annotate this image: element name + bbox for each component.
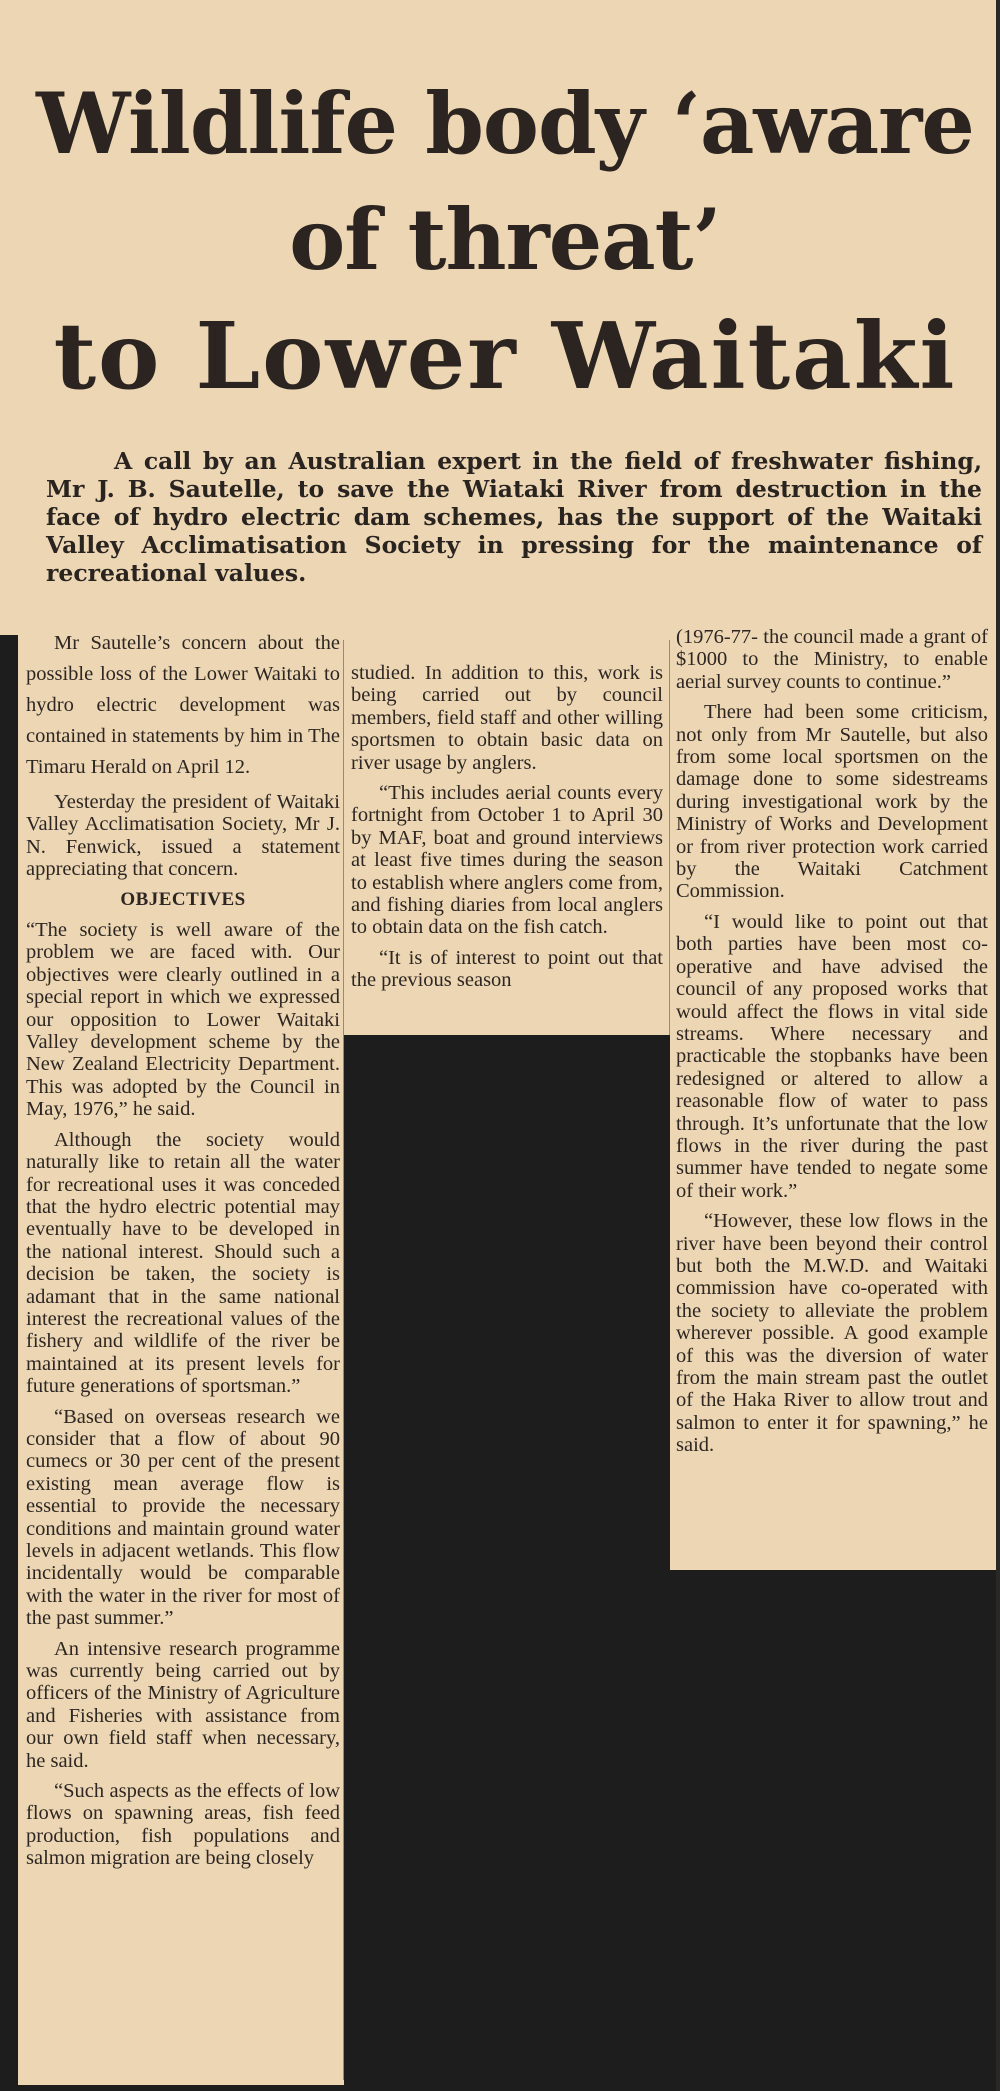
column-2-paragraph-1: studied. In addition to this, work is being carried out by council members, field staff and other willing sportsmen to obtain basic data on river usage by anglers. [351,662,663,774]
headline-line-2: of threat’ [289,190,721,290]
article-column-2 [351,662,663,1000]
column-rule-2 [669,640,670,1035]
subheading-objectives: OBJECTIVES [120,888,246,910]
column-1-paragraph-7: “Such aspects as the effects of low flows on spawning areas, fish feed production, fish populations and salmon migration are being closely [26,1780,340,1870]
column-1-paragraph-1: Mr Sautelle’s concern about the possible loss of the Lower Waitaki to hydro electric development was contained in statements by him in The Timaru Herald on April 12. [26,632,340,778]
headline [30,66,980,414]
column-3-paragraph-2: There had been some criticism, not only from Mr Sautelle, but also from some local sportsmen on the damage done to some sidestreams during investigational work by the Ministry of Works and Development or from river protection work carried by the Waitaki Catchment Commission. [676,701,988,903]
column-2-paragraph-2: “This includes aerial counts every fortnight from October 1 to April 30 by MAF, boat and ground interviews at least five times during the season to establish where anglers come from, and fishing diaries from local anglers to obtain data on the fish catch. [351,782,663,939]
column-1-paragraph-6: An intensive research programme was currently being carried out by officers of the Ministry of Agriculture and Fisheries with assistance from our own field staff when necessary, he said. [26,1637,340,1772]
headline-line-1: Wildlife body ‘aware [36,74,974,174]
lead-paragraph: A call by an Australian expert in the field of freshwater fishing, Mr J. B. Sautelle, to save the Wiataki River from destruction in the face of hydro electric dam schemes, has the support of the Waitaki Valley Acclimatisation Society in pressing for the maintenance of recreational values. [46,447,982,587]
column-rule-1 [343,640,344,2080]
column-1-paragraph-4: Although the society would naturally like to retain all the water for recreational uses it was conceded that the hydro electric potential may eventually have to be developed in the national interest. Should such a decision be taken, the society is adamant that in the same national interest the recreational values of the fishery and wildlife of the river be maintained at its present levels for future generations of sportsman.” [26,1128,340,1398]
column-1-paragraph-2: Yesterday the president of Waitaki Valley Acclimatisation Society, Mr J. N. Fenwick, issued a statement appreciating that concern. [26,791,340,881]
column-1-paragraph-3: “The society is well aware of the problem we are faced with. Our objectives were clearly outlined in a special report in which we expressed our opposition to Lower Waitaki Valley development scheme by the New Zealand Electricity Department. This was adopted by the Council in May, 1976,” he said. [26,919,340,1121]
article-column-3 [676,626,988,1465]
column-3-paragraph-4: “However, these low flows in the river have been beyond their control but both the M.W.D. and Waitaki commission have co-operated with the society to alleviate the problem wherever possible. A good example of this was the diversion of water from the main stream past the outlet of the Haka River to allow trout and salmon to enter it for spawning,” he said. [676,1210,988,1457]
column-2-paragraph-3: “It is of interest to point out that the previous season [351,946,663,992]
column-1-paragraph-5: “Based on overseas research we consider that a flow of about 90 cumecs or 30 per cent of the present existing mean average flow is essential to provide the necessary conditions and maintain ground water levels in adjacent wetlands. This flow incidentally would be comparable with the water in the river for most of the past summer.” [26,1405,340,1630]
article-column-1 [26,628,340,1878]
column-3-paragraph-3: “I would like to point out that both parties have been most co-operative and have advised the council of any proposed works that would affect the flows in vital side streams. Where necessary and practicable the stopbanks have been redesigned or altered to allow a reasonable flow of water to pass through. It’s unfortunate that the low flows in the river during the past summer have tended to negate some of their work.” [676,910,988,1202]
column-3-paragraph-1: (1976-77- the council made a grant of $1000 to the Ministry, to enable aerial survey counts to continue.” [676,626,988,693]
scan-edge [996,0,1000,2091]
headline-line-3: to Lower Waitaki [53,302,957,411]
